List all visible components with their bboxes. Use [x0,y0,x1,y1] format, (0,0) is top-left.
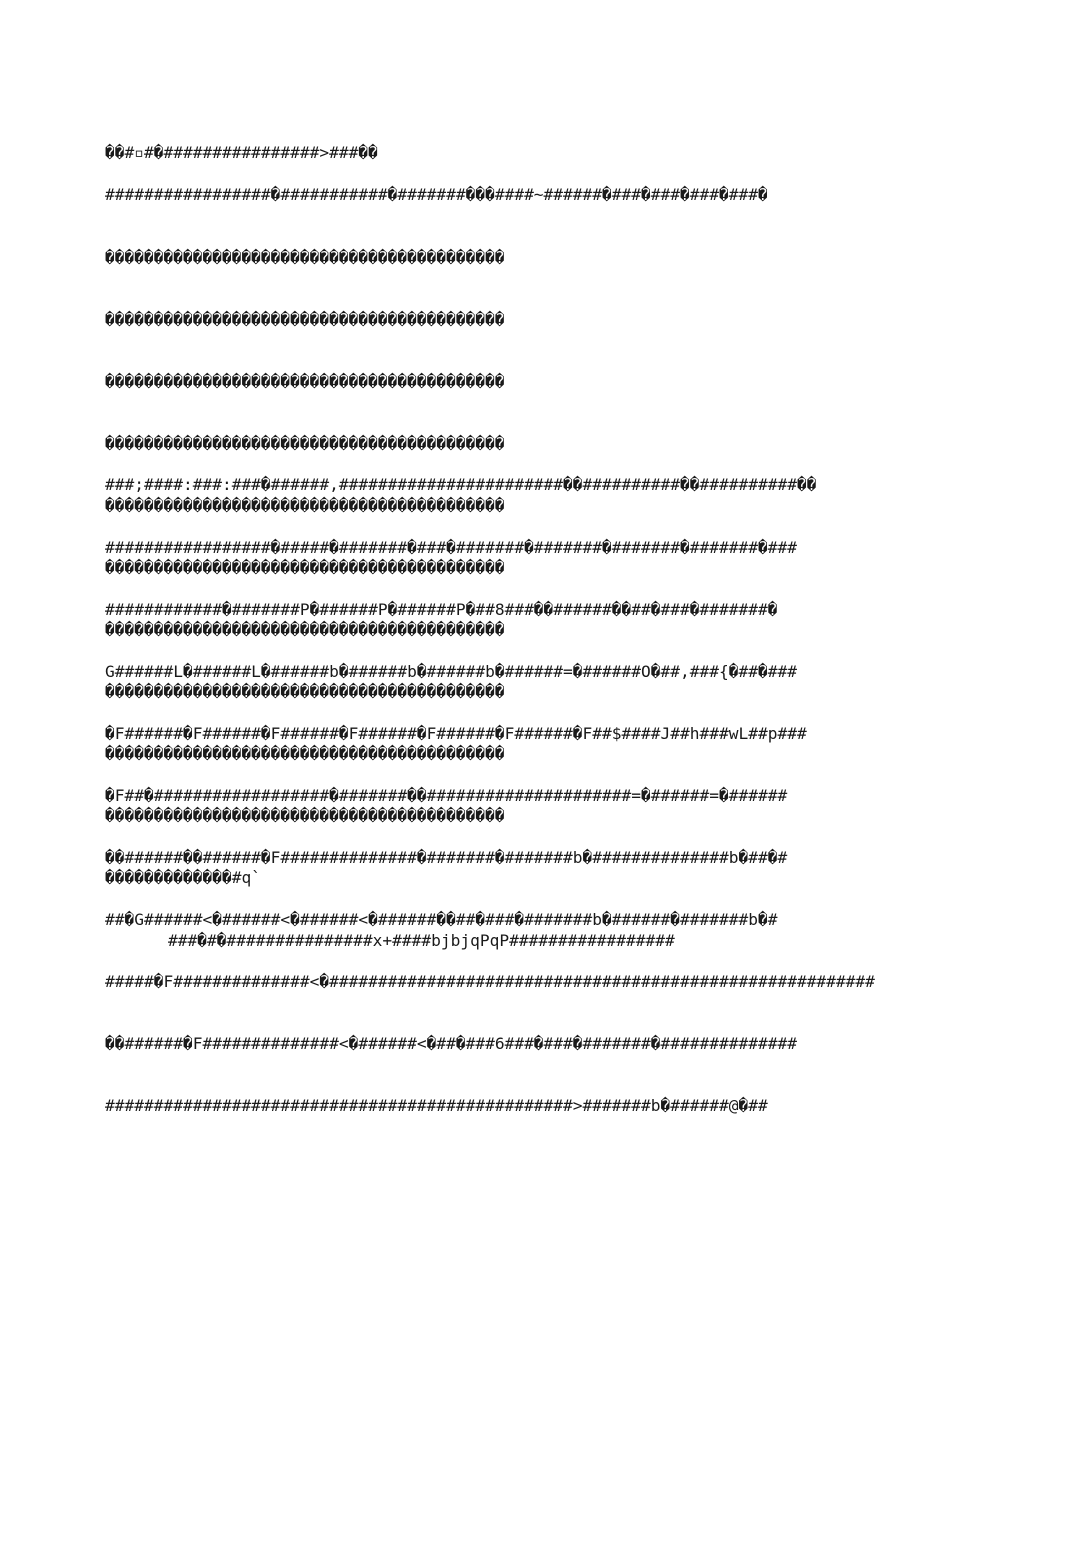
text-line: �F######�F######�F######�F######�F######�F######�F##$####J##h###wL##p### [105,723,807,743]
text-line: ����������������������������������������� [105,620,505,640]
text-line: ����������������������������������������� [105,247,505,267]
text-line-indented: ###�#�###############x+####bjbjqPqP################# [168,930,675,950]
text-line: #################�#####�#######�###�#######�#######�#######�#######�### [105,537,797,557]
text-line: ############�#######P�######P�######P�##8###��######��##�###�#######� [105,599,778,619]
text-line: ����������������������������������������� [105,309,505,329]
text-line: ##�G######<�######<�######<�######��##�###�#######b�######�#######b�# [105,910,778,930]
text-line: ����������������������������������������� [105,433,505,453]
text-line: �F##�##################�#######��#####################=�######=�###### [105,785,788,805]
header-text: ��#▫#�################>###�� [105,143,378,163]
paragraph-2 [105,434,985,1158]
text-line: #################�###########�#######���####~######�###�###�###�###� [105,185,768,205]
text-line: ################################################>#######b�######@�## [105,1096,768,1116]
text-line: ��######��######�F##############�#######�#######b�##############b�##�# [105,847,788,867]
text-line: �������������#q` [105,868,261,888]
text-line: ����������������������������������������� [105,495,505,515]
text-line: #####�F##############<�######################################################## [105,972,875,992]
text-line: ����������������������������������������� [105,682,505,702]
text-line: ����������������������������������������� [105,557,505,577]
text-line: ###;####:###:###�######,#######################��##########��##########�� [105,475,817,495]
text-line: ��######�F##############<�######<�##�###6###�###�#######�############## [105,1034,797,1054]
text-line: ����������������������������������������� [105,744,505,764]
text-line: ����������������������������������������� [105,371,505,391]
text-line: ����������������������������������������� [105,806,505,826]
text-line: G######L�######L�######b�######b�######b�######=�######O�##,###{�##�### [105,661,797,681]
